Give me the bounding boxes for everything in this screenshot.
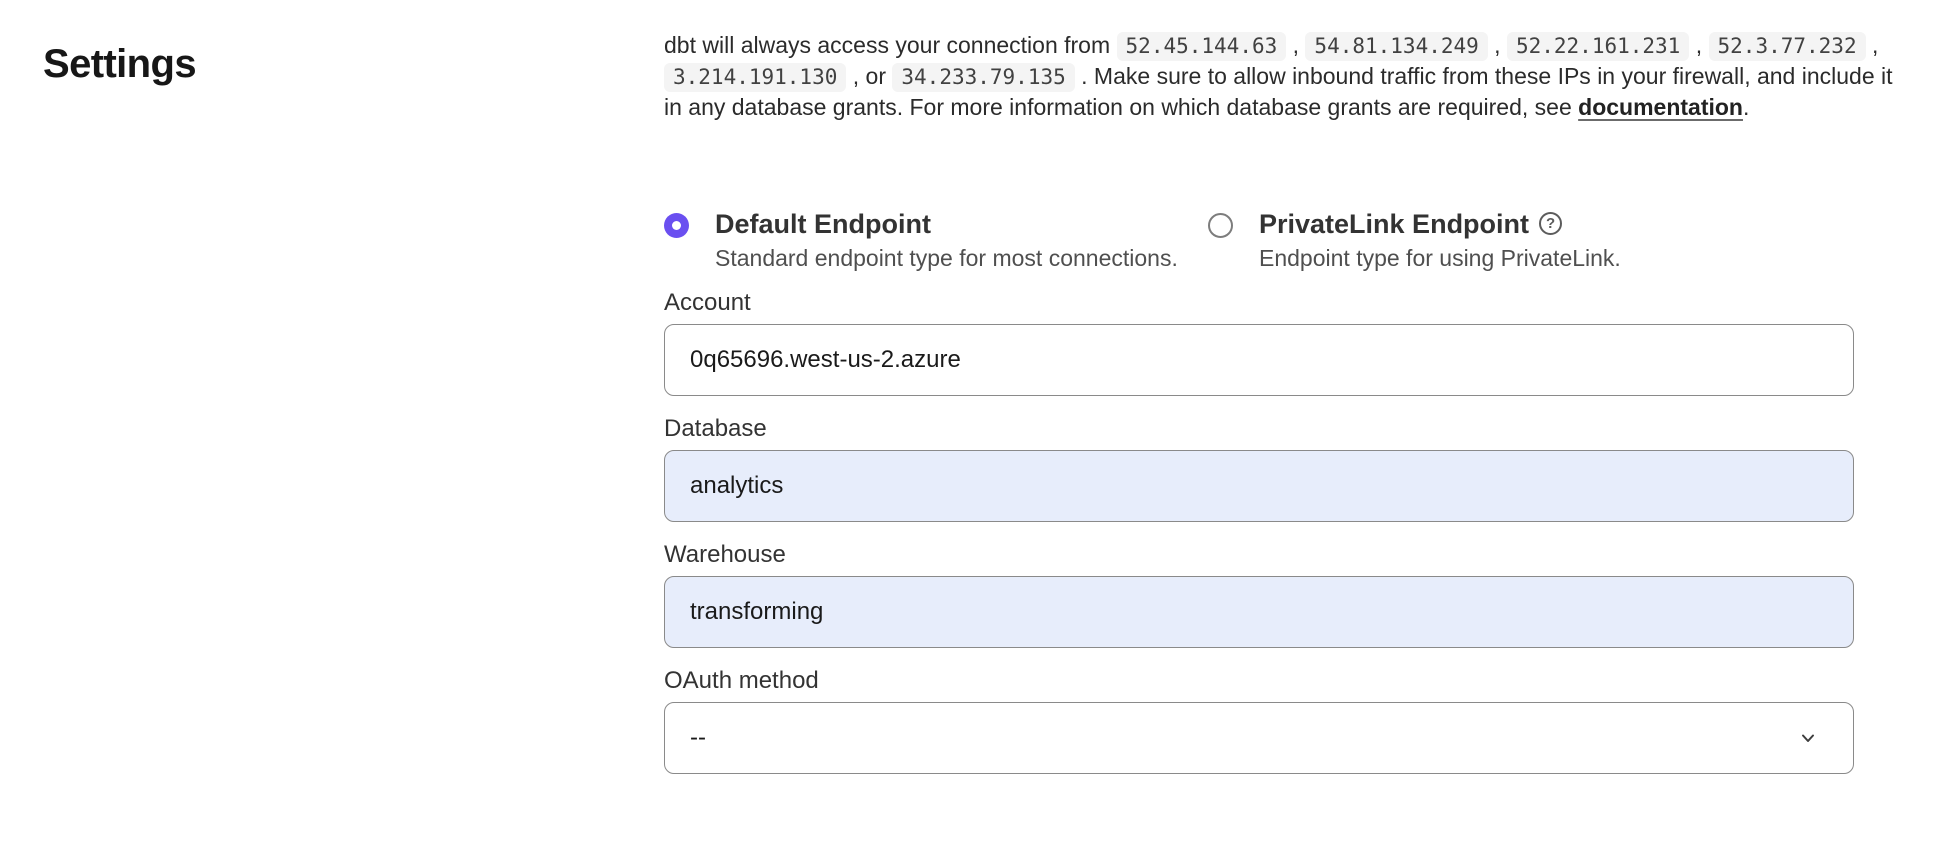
oauth-method-field-group	[664, 667, 1854, 774]
page-title: Settings	[43, 42, 196, 86]
account-input[interactable]	[664, 324, 1854, 396]
ip-address-chip: 52.3.77.232	[1709, 32, 1866, 61]
intro-text: .	[1742, 94, 1750, 120]
default-endpoint-text	[715, 210, 1178, 273]
radio-dot	[672, 221, 681, 230]
documentation-link[interactable]: documentation	[1578, 94, 1743, 120]
chevron-down-icon	[1796, 726, 1820, 750]
connection-form	[664, 289, 1854, 774]
warehouse-input[interactable]	[664, 576, 1854, 648]
intro-text: ,	[1487, 32, 1507, 58]
intro-text: , or	[846, 63, 893, 89]
intro-text: ,	[1689, 32, 1709, 58]
help-icon[interactable]: ?	[1539, 212, 1562, 235]
intro-text: ,	[1286, 32, 1306, 58]
ip-address-chip: 52.45.144.63	[1117, 32, 1287, 61]
default-endpoint-label: Default Endpoint	[715, 209, 931, 239]
privatelink-endpoint-text	[1259, 210, 1621, 273]
database-label: Database	[664, 415, 767, 442]
warehouse-field-group	[664, 541, 1854, 648]
warehouse-label: Warehouse	[664, 541, 786, 568]
ip-address-chip: 34.233.79.135	[892, 63, 1074, 92]
oauth-method-select[interactable]	[664, 702, 1854, 774]
intro-text: . Make sure to allow inbound traffic from these IPs in your firewall, and include it in any database grants. For more information on which database grants are required, see	[664, 63, 1893, 120]
oauth-method-selected-value: --	[690, 724, 706, 751]
intro-paragraph	[664, 30, 1904, 122]
default-endpoint-option[interactable]	[664, 210, 1208, 273]
connection-settings-column	[664, 0, 1904, 774]
radio-selected-icon[interactable]	[664, 213, 689, 238]
settings-header-column	[0, 0, 664, 774]
account-field-group	[664, 289, 1854, 396]
default-endpoint-description: Standard endpoint type for most connections.	[715, 245, 1178, 271]
intro-text: ,	[1865, 32, 1879, 58]
database-input[interactable]	[664, 450, 1854, 522]
privatelink-endpoint-description: Endpoint type for using PrivateLink.	[1259, 245, 1621, 271]
ip-address-chip: 54.81.134.249	[1305, 32, 1487, 61]
radio-unselected-icon[interactable]	[1208, 213, 1233, 238]
ip-address-chip: 3.214.191.130	[664, 63, 846, 92]
database-field-group	[664, 415, 1854, 522]
privatelink-endpoint-label: PrivateLink Endpoint	[1259, 209, 1530, 239]
account-label: Account	[664, 289, 751, 316]
privatelink-endpoint-option[interactable]	[1208, 210, 1621, 273]
ip-address-chip: 52.22.161.231	[1507, 32, 1689, 61]
endpoint-type-radio-group	[664, 210, 1904, 273]
oauth-method-label: OAuth method	[664, 667, 819, 694]
intro-text: dbt will always access your connection from	[664, 32, 1117, 58]
